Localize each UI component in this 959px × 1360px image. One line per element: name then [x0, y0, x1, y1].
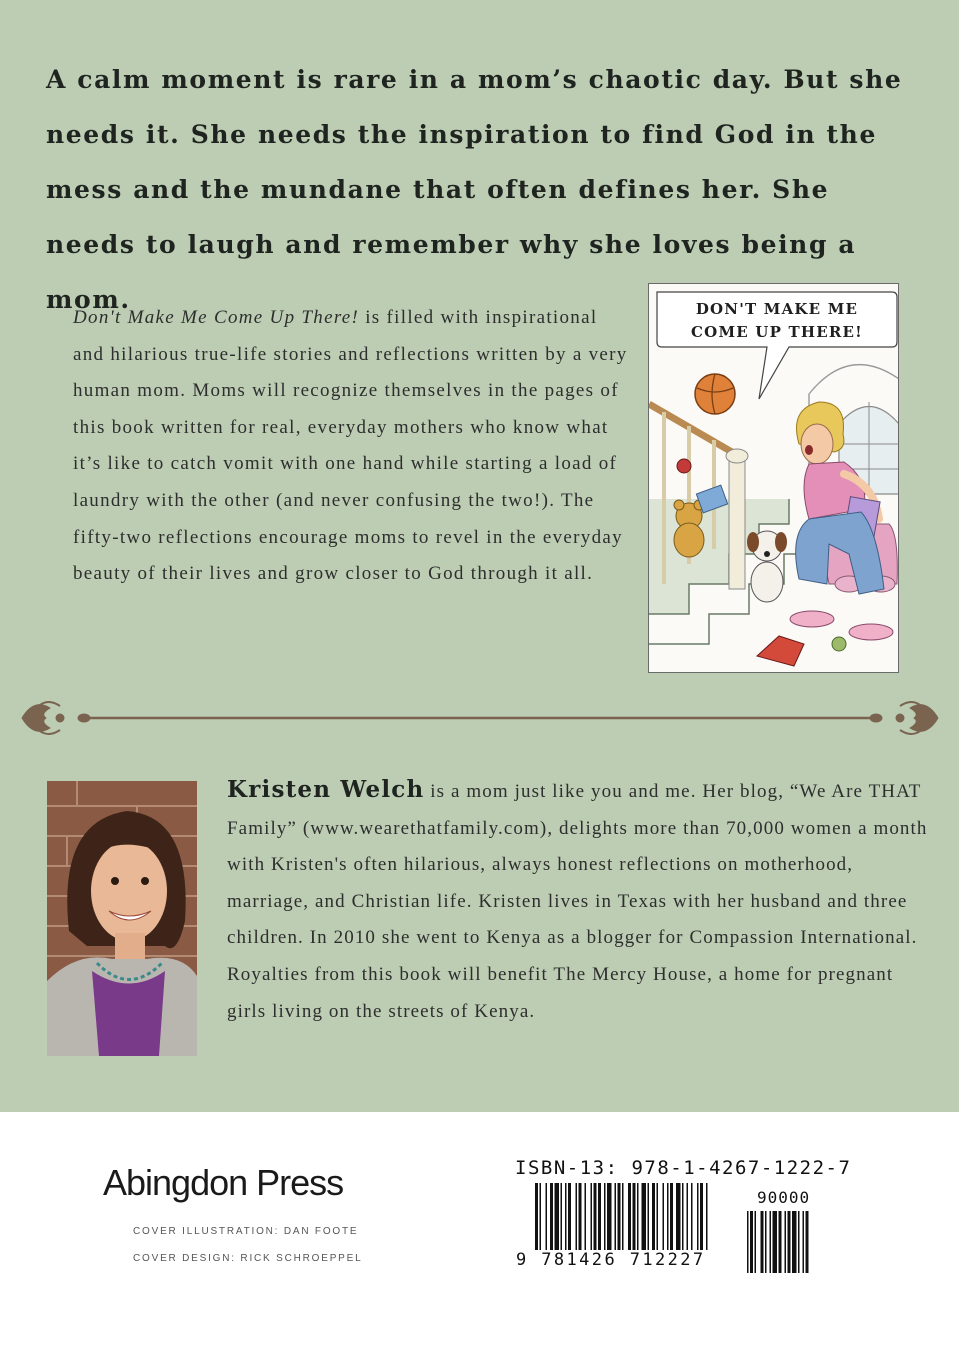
isbn-text: ISBN-13: 978-1-4267-1222-7 [515, 1157, 852, 1179]
author-name: Kristen Welch [227, 776, 425, 803]
book-title: Don't Make Me Come Up There! [73, 307, 360, 328]
author-bio [227, 772, 932, 1030]
credit-design: COVER DESIGN: RICK SCHROEPPEL [133, 1253, 363, 1264]
description-text: is filled with inspirational and hilarious true-life stories and reflections written by a very human mom. Moms will recognize themselves in the pages of this book written for real, everyday mothers who know what it’s like to catch vomit with one hand while starting a load of laundry with the other (and never confusing the two!). The fifty-two reflections encourage moms to revel in the everyday beauty of their lives and grow closer to God through it all. [73, 307, 628, 585]
tagline: A calm moment is rare in a mom’s chaotic day. But she needs it. She needs the inspiration to find God in the mess and the mundane that often defines her. She needs to laugh and remember why she loves being a mom. [46, 65, 903, 314]
barcode-digits: 9 781426 712227 [516, 1250, 710, 1270]
author-bio-text: is a mom just like you and me. Her blog, “We Are THAT Family” (www.wearethatfamily.com), delights more than 70,000 women a month with Kristen's often hilarious, always honest reflections on motherhood, marriage, and Christian life. Kristen lives in Texas with her husband and three children. In 2010 she went to Kenya as a blogger for Compassion International. Royalties from this book will benefit The Mercy House, a home for pregnant girls living on the streets of Kenya. [227, 781, 928, 1022]
ornamental-divider [20, 690, 940, 746]
book-description [73, 300, 633, 593]
speech-bubble-line2: COME UP THERE! [691, 323, 863, 341]
cover-illustration [648, 283, 899, 673]
barcode-addon-number: 90000 [757, 1188, 811, 1207]
publisher-logo: Abingdon Press [103, 1162, 344, 1203]
credit-illustration: COVER ILLUSTRATION: DAN FOOTE [133, 1226, 359, 1237]
illustration-drawing [649, 284, 899, 673]
speech-bubble-line1: DON'T MAKE ME [695, 300, 859, 318]
author-photo [47, 781, 197, 1056]
